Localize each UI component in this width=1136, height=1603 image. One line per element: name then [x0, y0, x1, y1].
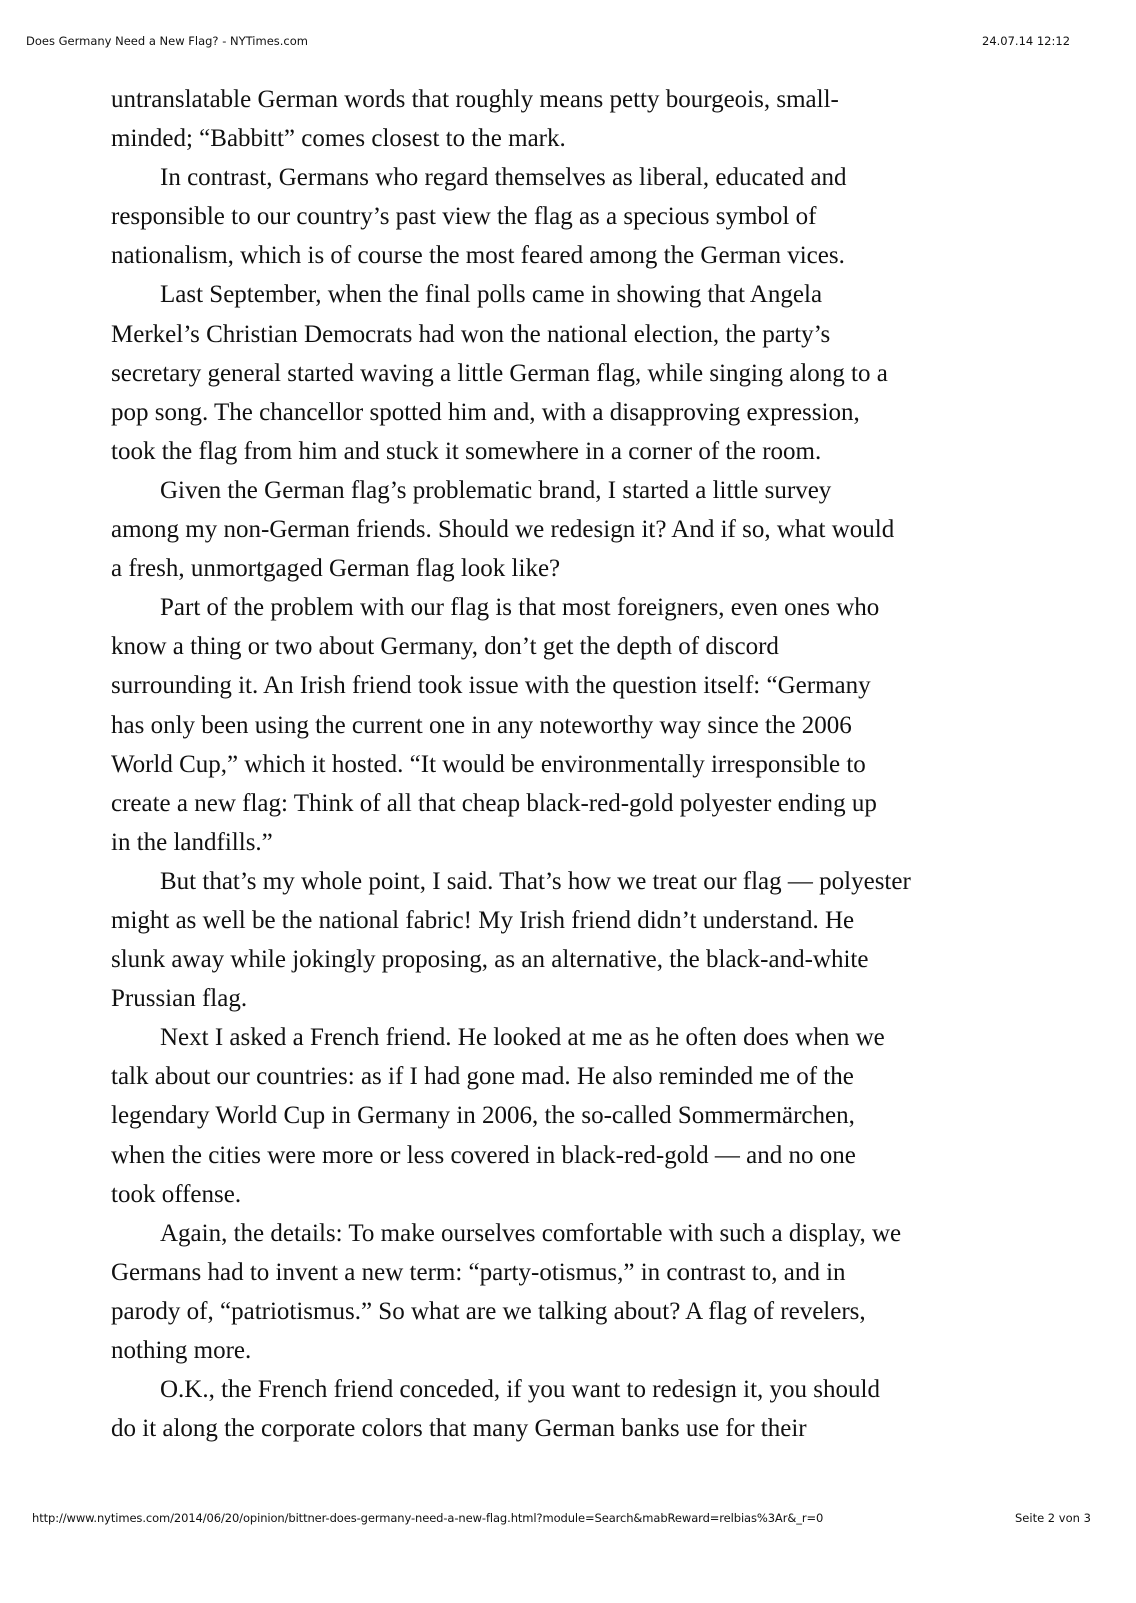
text-line: Again, the details: To make ourselves comfortable with such a display, we	[160, 1219, 902, 1247]
text-line: took offense.	[111, 1180, 242, 1208]
text-line: parody of, “patriotismus.” So what are we talking about? A flag of revelers,	[111, 1297, 866, 1325]
text-line: a fresh, unmortgaged German flag look like?	[111, 555, 561, 583]
text-line: untranslatable German words that roughly means petty bourgeois, small-	[111, 86, 839, 113]
text-line: minded; “Babbitt” comes closest to the mark.	[111, 125, 566, 153]
text-line: do it along the corporate colors that many German banks use for their	[111, 1415, 807, 1443]
text-line: might as well be the national fabric! My Irish friend didn’t understand. He	[111, 906, 855, 934]
text-line: has only been using the current one in any noteworthy way since the 2006	[111, 711, 852, 739]
text-line: Next I asked a French friend. He looked at me as he often does when we	[160, 1024, 885, 1052]
text-line: Merkel’s Christian Democrats had won the national election, the party’s	[111, 320, 831, 348]
text-line: nothing more.	[111, 1337, 252, 1364]
article-paragraph	[111, 158, 1011, 275]
text-line: But that’s my whole point, I said. That’s how we treat our flag — polyester	[160, 867, 911, 895]
text-line: Part of the problem with our flag is that most foreigners, even ones who	[160, 594, 880, 622]
text-line: pop song. The chancellor spotted him and, with a disapproving expression,	[111, 398, 860, 426]
page-indicator: Seite 2 von 3	[1015, 1511, 1091, 1525]
text-line: secretary general started waving a little German flag, while singing along to a	[111, 359, 888, 387]
article-paragraph	[111, 80, 1011, 158]
article-paragraph	[111, 1370, 1011, 1448]
article-paragraph	[111, 588, 1011, 862]
text-line: Prussian flag.	[111, 985, 248, 1013]
text-line: talk about our countries: as if I had gone mad. He also reminded me of the	[111, 1063, 854, 1091]
print-timestamp: 24.07.14 12:12	[982, 34, 1071, 48]
text-line: Germans had to invent a new term: “party-otismus,” in contrast to, and in	[111, 1258, 846, 1286]
article-paragraph	[111, 471, 1011, 588]
text-line: create a new flag: Think of all that cheap black-red-gold polyester ending up	[111, 789, 877, 817]
text-line: World Cup,” which it hosted. “It would be environmentally irresponsible to	[111, 750, 866, 778]
article-paragraph	[111, 1214, 1011, 1370]
print-footer	[0, 1511, 1136, 1527]
text-line: Last September, when the final polls came in showing that Angela	[160, 281, 823, 309]
text-line: Given the German flag’s problematic brand, I started a little survey	[160, 476, 832, 504]
text-line: O.K., the French friend conceded, if you want to redesign it, you should	[160, 1376, 880, 1404]
text-line: nationalism, which is of course the most feared among the German vices.	[111, 242, 845, 270]
text-line: surrounding it. An Irish friend took issue with the question itself: “Germany	[111, 672, 871, 700]
text-line: when the cities were more or less covered in black-red-gold — and no one	[111, 1141, 856, 1169]
text-line: slunk away while jokingly proposing, as an alternative, the black-and-white	[111, 946, 869, 974]
text-line: in the landfills.”	[111, 828, 273, 856]
page-title: Does Germany Need a New Flag? - NYTimes.com	[26, 34, 308, 48]
text-line: In contrast, Germans who regard themselves as liberal, educated and	[160, 164, 847, 192]
article-paragraph	[111, 275, 1011, 470]
text-line: legendary World Cup in Germany in 2006, the so-called Sommermärchen,	[111, 1102, 855, 1130]
text-line: among my non-German friends. Should we redesign it? And if so, what would	[111, 516, 895, 544]
article-paragraph	[111, 862, 1011, 1018]
article-body	[111, 80, 1011, 1448]
page-url: http://www.nytimes.com/2014/06/20/opinion/bittner-does-germany-need-a-new-flag.html?module=Search&mabReward=relbias%3Ar&_r=0	[32, 1511, 824, 1525]
text-line: took the flag from him and stuck it somewhere in a corner of the room.	[111, 437, 822, 465]
text-line: responsible to our country’s past view the flag as a specious symbol of	[111, 203, 817, 231]
print-header	[0, 34, 1136, 50]
text-line: know a thing or two about Germany, don’t get the depth of discord	[111, 633, 779, 661]
article-paragraph	[111, 1018, 1011, 1213]
